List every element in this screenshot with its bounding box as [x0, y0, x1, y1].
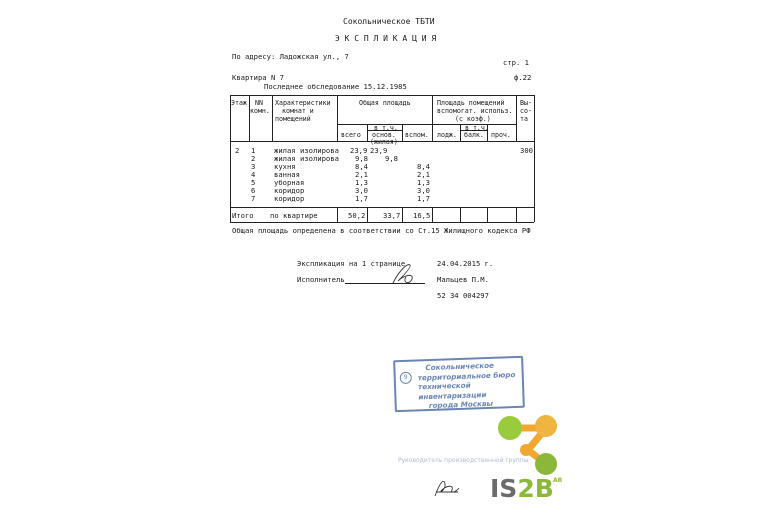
cell-name: жилая изолирова — [274, 146, 339, 155]
header-balcony: балк. — [464, 131, 484, 139]
cell-total: 23,9 — [350, 146, 368, 155]
cell-name: уборная — [274, 178, 305, 187]
faded-manager-text: Руководитель производственной группы — [398, 457, 529, 464]
cell-name: кухня — [274, 162, 296, 171]
totals-label-apartment: по квартире — [270, 211, 318, 220]
cell-living: 23,9 — [370, 146, 388, 155]
cell-total: 3,0 — [355, 186, 368, 195]
totals-living: 33,7 — [383, 211, 401, 220]
header-aux-area-2: вспомогат. использ. — [437, 107, 513, 115]
cell-aux: 1,3 — [417, 178, 430, 187]
header-aux-area-3: (с коэф.) — [455, 115, 491, 123]
cell-aux: 3,0 — [417, 186, 430, 195]
office-stamp — [393, 356, 525, 413]
stamp-line-3: технической инвентаризации — [417, 380, 487, 401]
last-survey: Последнее обследование 15.12.1985 — [264, 82, 407, 91]
header-total-area: Общая площадь — [359, 99, 411, 107]
cell-aux: 8,4 — [417, 162, 430, 171]
header-main: основ. — [372, 131, 396, 139]
header-height-3: та — [520, 115, 528, 123]
header-height-2: со- — [520, 107, 532, 115]
executor-label: Исполнитель — [297, 275, 345, 284]
header-living: (жилая) — [370, 138, 398, 146]
manager-signature — [432, 476, 462, 500]
header-nn-room: комн. — [250, 107, 270, 115]
cell-num: 5 — [251, 178, 256, 187]
cell-total: 1,7 — [355, 194, 368, 203]
header-aux-area-1: Площадь помещений — [437, 99, 505, 107]
cell-total: 9,8 — [355, 154, 368, 163]
totals-aux: 16,5 — [413, 211, 431, 220]
header-char-1: Характеристики — [275, 99, 331, 107]
logo-text — [490, 474, 554, 503]
org-name: Сокольническое ТБТИ — [343, 17, 435, 26]
document-title: Э К С П Л И К А Ц И Я — [335, 34, 437, 43]
cell-num: 3 — [251, 162, 256, 171]
is2b-logo-icon — [494, 412, 564, 476]
cell-num: 6 — [251, 186, 256, 195]
cell-num: 1 — [251, 146, 256, 155]
stamp-line-1: Сокольническое — [425, 360, 495, 373]
cell-num: 4 — [251, 170, 256, 179]
cell-num: 7 — [251, 194, 256, 203]
logo-text-2b: 2B — [517, 474, 554, 503]
cell-total: 8,4 — [355, 162, 368, 171]
logo-suffix: AR — [553, 477, 563, 484]
stamp-number: 9 — [400, 372, 412, 384]
cell-total: 2,1 — [355, 170, 368, 179]
cell-aux: 2,1 — [417, 170, 430, 179]
header-loggia: лодж. — [437, 131, 457, 139]
header-char-3: помещений — [275, 115, 311, 123]
document-number: 52 34 004297 — [437, 291, 489, 300]
cell-floor: 2 — [235, 146, 240, 155]
header-other: проч. — [491, 131, 511, 139]
logo-text-is: IS — [490, 474, 518, 503]
header-aux: вспом. — [405, 131, 429, 139]
form-number: ф.22 — [514, 73, 532, 82]
address: По адресу: Ладожская ул., 7 — [232, 52, 349, 61]
cell-name: жилая изолирова — [274, 154, 339, 163]
header-incl-1: в т.ч. — [374, 124, 398, 132]
stamp-line-4: города Москвы — [428, 398, 494, 411]
page-number: стр. 1 — [503, 58, 529, 67]
header-nn: NN — [255, 99, 263, 107]
totals-label: Итого — [232, 211, 254, 220]
cell-name: коридор — [274, 186, 305, 195]
header-char-2: комнат и — [282, 107, 314, 115]
header-height-1: Вы- — [520, 99, 532, 107]
header-total: всего — [341, 131, 361, 139]
executor-name: Мальцев П.М. — [437, 275, 489, 284]
cell-aux: 1,7 — [417, 194, 430, 203]
cell-num: 2 — [251, 154, 256, 163]
cell-name: коридор — [274, 194, 305, 203]
stamp-line-2: территориальное бюро — [417, 369, 516, 382]
pages-note: Экспликация на 1 странице — [297, 259, 406, 268]
cell-total: 1,3 — [355, 178, 368, 187]
executor-signature — [388, 259, 418, 287]
cell-name: ванная — [274, 170, 300, 179]
cell-living: 9,8 — [385, 154, 398, 163]
issue-date: 24.04.2015 г. — [437, 259, 494, 268]
header-incl-2: в т.ч. — [465, 124, 489, 132]
header-floor: Этаж — [231, 99, 247, 107]
apartment-number: Квартира N 7 — [232, 73, 284, 82]
legal-note: Общая площадь определена в соответствии со Ст.15 Жилищного кодекса РФ — [232, 226, 531, 235]
cell-height: 300 — [520, 146, 533, 155]
totals-total: 50,2 — [348, 211, 366, 220]
